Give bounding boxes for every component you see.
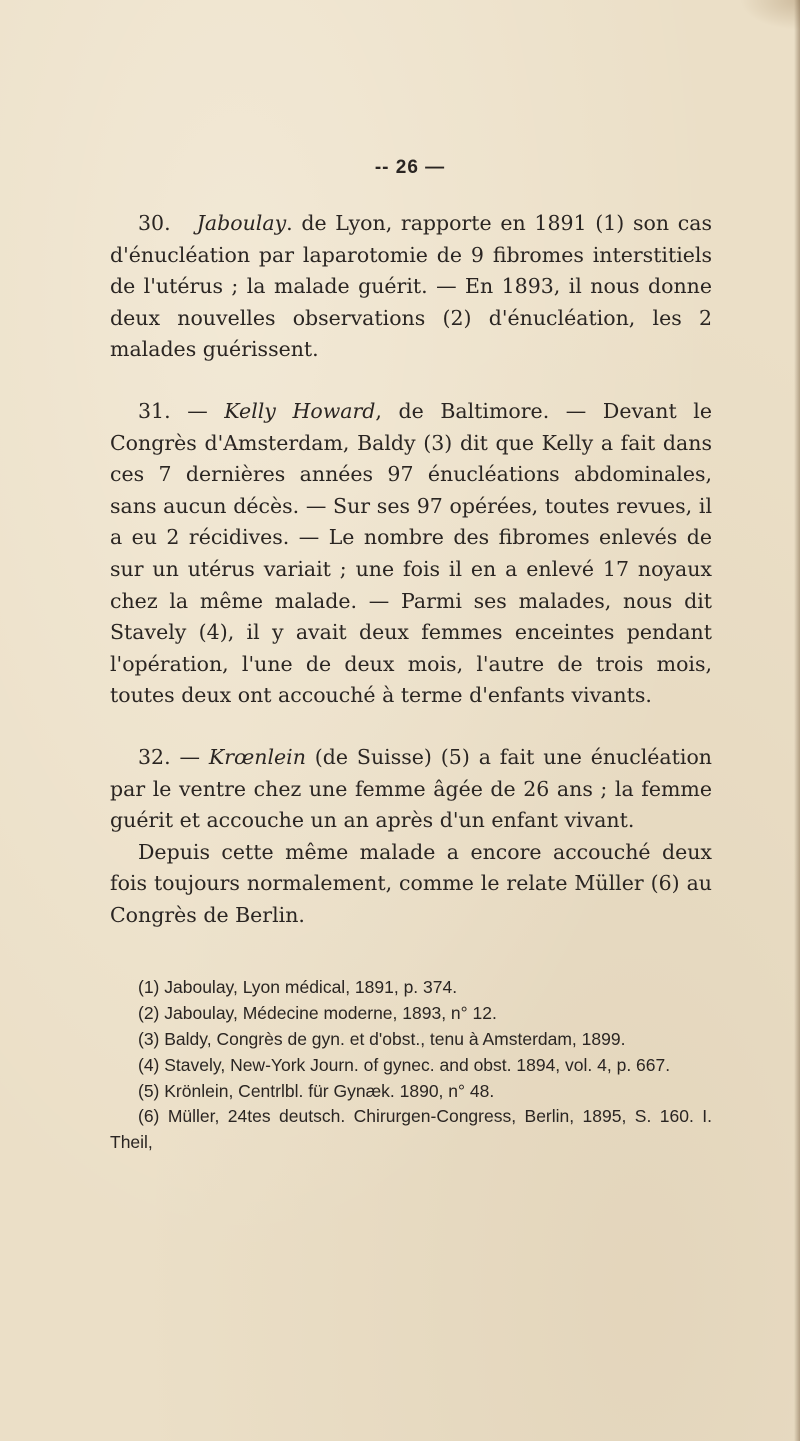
- paragraph-number: 31. —: [138, 398, 208, 423]
- paragraph-30: [110, 208, 712, 366]
- footnote-4: (4) Stavely, New-York Journ. of gynec. and obst. 1894, vol. 4, p. 667.: [138, 1054, 671, 1075]
- paragraph-text: , de Baltimore. — Devant le Congrès d'Amsterdam, Baldy (3) dit que Kelly a fait dans ces 7 dernières années 97 énucléations abdominales, sans aucun décès. — Sur ses 97 opérées, toutes revues, il a eu 2 récidives. — Le nombre des fibromes enlevés de sur un utérus variait ; une fois il en a enlevé 17 noyaux chez la même malade. — Parmi ses malades, nous dit Stavely (4), il y avait deux femmes enceintes pendant l'opération, l'une de deux mois, l'autre de trois mois, toutes deux ont accouché à terme d'enfants vivants.: [110, 398, 712, 708]
- footnote-1: (1) Jaboulay, Lyon médical, 1891, p. 374.: [138, 977, 458, 998]
- footnote-6: (6) Müller, 24tes deutsch. Chirurgen-Congress, Berlin, 1895, S. 160. I. Theil,: [110, 1106, 712, 1153]
- paragraph-text: . de Lyon, rapporte en 1891 (1) son cas d'énucléation par laparotomie de 9 fibromes interstitiels de l'utérus ; la malade guérit. — En 1893, il nous donne deux nouvelles observations (2) d'énucléation, les 2 malades guérissent.: [110, 211, 712, 362]
- page-edge-shadow: [794, 0, 800, 1441]
- footnote-3: (3) Baldy, Congrès de gyn. et d'obst., tenu à Amsterdam, 1899.: [138, 1029, 626, 1050]
- paragraph-text: Depuis cette même malade a encore accouché deux fois toujours normalement, comme le relate Müller (6) au Congrès de Berlin.: [110, 839, 712, 927]
- paragraph-32-continued: [110, 837, 712, 932]
- page-number: -- 26 —: [374, 157, 446, 178]
- paragraph-text: (de Suisse) (5) a fait une énucléation par le ventre chez une femme âgée de 26 ans ; la femme guérit et accouche un an après d'un enfant vivant.: [110, 744, 712, 833]
- footnotes: [110, 975, 712, 1156]
- author-name: Krœnlein: [208, 744, 306, 769]
- paragraph-31: [110, 396, 712, 712]
- footnote-5: (5) Krönlein, Centrlbl. für Gynæk. 1890, n° 48.: [138, 1080, 495, 1101]
- footnote-2: (2) Jaboulay, Médecine moderne, 1893, n° 12.: [138, 1003, 497, 1024]
- page-body: [110, 208, 712, 1156]
- author-name: Kelly Howard: [224, 398, 376, 423]
- page-corner-shadow: [740, 0, 800, 30]
- author-name: Jaboulay: [196, 211, 287, 235]
- paragraph-number: 32. —: [138, 744, 200, 769]
- paragraph-32: [110, 742, 712, 837]
- paragraph-number: 30.: [138, 211, 171, 235]
